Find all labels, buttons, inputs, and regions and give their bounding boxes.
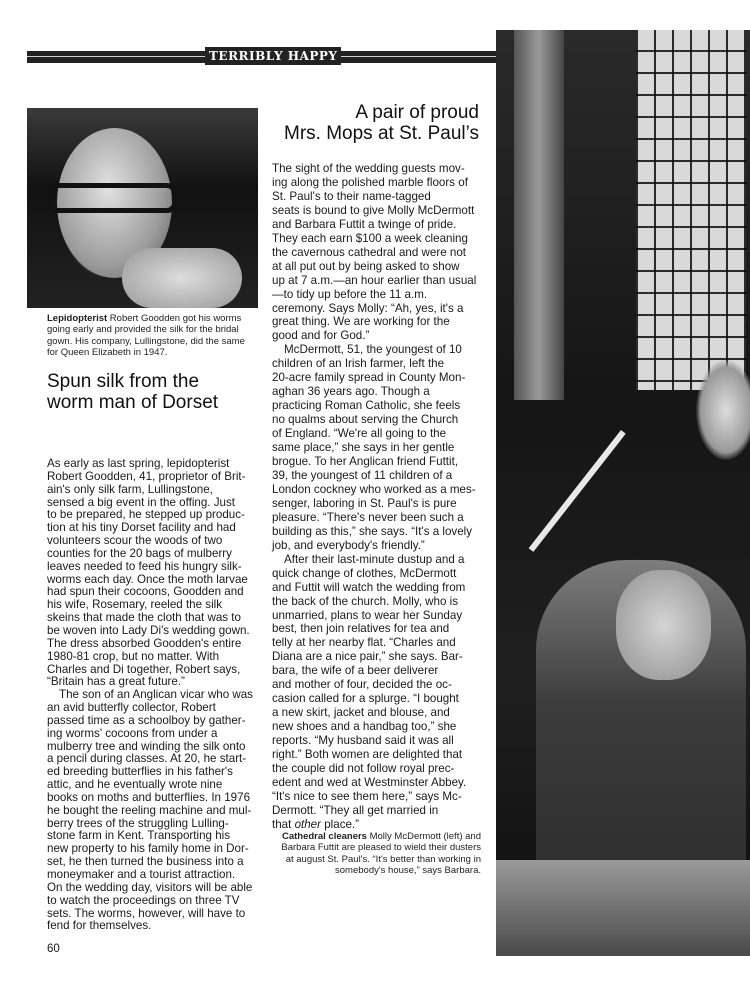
- text-line: 1980-81 crop, but no matter. With: [47, 649, 220, 663]
- text-line: London cockney who worked as a mes-: [272, 482, 476, 496]
- text-line: books on moths and butterflies. In 1976: [47, 790, 251, 804]
- text-line: “Britain has a great future.”: [47, 675, 185, 689]
- text-line: a pencil during classes. At 20, he start-: [47, 752, 247, 766]
- caption-lead: Lepidopterist: [47, 313, 108, 324]
- text-line: attic, and he eventually wrote nine: [47, 778, 223, 792]
- text-line: The son of an Anglican vicar who was: [59, 688, 253, 702]
- text-line: telly at her nearby flat. “Charles and: [272, 636, 456, 650]
- text-line: seats is bound to give Molly McDermott: [272, 203, 475, 217]
- text-line: his wife, Rosemary, reeled the silk: [47, 598, 223, 612]
- text-line: the couple did not follow royal prec-: [272, 761, 455, 775]
- text-line: ain's only silk farm, Lullingstone,: [47, 482, 213, 496]
- text-line: sets. The worms, however, will have to: [47, 906, 246, 920]
- page-number: 60: [47, 943, 60, 955]
- text-line: After their last-minute dustup and a: [284, 552, 465, 566]
- text-line: practicing Roman Catholic, she feels: [272, 399, 461, 413]
- text-line: Robert Goodden, 41, proprietor of Brit-: [47, 469, 246, 483]
- text-line: —to tidy up before the 11 a.m.: [272, 287, 428, 301]
- text-line: 20-acre family spread in County Mon-: [272, 371, 466, 385]
- text-line: he bought the reeling machine and mul-: [47, 803, 252, 817]
- text-line: same place,” she says in her gentle: [272, 441, 455, 455]
- text-line: at all put out by being asked to show: [272, 259, 460, 273]
- text-line: sensed a big event in the offing. Just: [47, 495, 235, 509]
- text-line: set, he then turned the business into a: [47, 855, 244, 869]
- section-banner: [27, 51, 497, 63]
- text-line: bara, the wife of a beer deliverer: [272, 664, 439, 678]
- text-line: St. Paul's to their name-tagged: [272, 189, 431, 203]
- text-line: ceremony. Says Molly: “Ah, yes, it's a: [272, 301, 464, 315]
- text-line: job, and everybody's friendly.”: [272, 538, 425, 552]
- text-line: fend for themselves.: [47, 919, 152, 933]
- text-line: moneymaker and a tourist attraction.: [47, 868, 236, 881]
- text-line: stone farm in Kent. Transporting his: [47, 829, 231, 843]
- text-line: casion called for a splurge. “I bought: [272, 692, 459, 706]
- text-line: leaves needed to feed his hungry silk-: [47, 559, 242, 573]
- paragraph: [47, 689, 253, 933]
- photo-cathedral-cleaners: [496, 30, 750, 956]
- text-line: of England. “We're all going to the: [272, 427, 447, 441]
- text-line: and mother of four, decided the oc-: [272, 678, 452, 692]
- text-line: that other place.”: [272, 817, 360, 831]
- text-line: had spun their cocoons, Goodden and: [47, 585, 244, 599]
- right-photo-caption: Cathedral cleaners Molly McDermott (left) and Barbara Futtit are pleased to wield their dusters at august St. Paul's. “It's better than working in somebody's house,” says Barbara.: [281, 831, 481, 876]
- caption-lead: Cathedral cleaners: [281, 831, 367, 842]
- left-photo-caption: Lepidopterist Robert Goodden got his worms going early and provided the silk for the bridal gown. His company, Lullingstone, did the same for Queen Elizabeth in 1947.: [47, 313, 245, 358]
- text-line: right.” Both women are delighted that: [272, 748, 463, 762]
- text-line: The sight of the wedding guests mov-: [272, 162, 465, 175]
- text-line: berry trees of the struggling Lulling-: [47, 816, 229, 830]
- text-line: no qualms about serving the Church: [272, 413, 459, 427]
- text-line: Charles and Di together, Robert says,: [47, 662, 241, 676]
- text-line: an avid butterfly collector, Robert: [47, 701, 216, 715]
- text-line: best, then join relatives for tea and: [272, 622, 450, 636]
- text-line: to be prepared, he stepped up produc-: [47, 508, 245, 522]
- text-line: The dress absorbed Goodden's entire: [47, 636, 242, 650]
- paragraph: [272, 343, 476, 552]
- text-line: On the wedding day, visitors will be able: [47, 880, 253, 894]
- text-line: volunteers scour the woods of two: [47, 534, 223, 548]
- text-line: the cavernous cathedral and were not: [272, 245, 466, 259]
- paragraph: [272, 162, 476, 343]
- text-line: children of an Irish farmer, left the: [272, 357, 445, 371]
- text-line: ed breeding butterflies in his father's: [47, 765, 233, 779]
- paragraph: [272, 553, 476, 832]
- text-line: pleasure. “There's never been such a: [272, 510, 464, 524]
- text-line: mulberry tree and winding the silk onto: [47, 739, 246, 753]
- text-line: a new skirt, jacket and blouse, and: [272, 706, 450, 720]
- text-line: ing along the polished marble floors of: [272, 175, 468, 189]
- text-line: good and for God.”: [272, 329, 370, 343]
- photo-robert-goodden: [27, 108, 258, 308]
- text-line: great thing. We are working for the: [272, 315, 450, 329]
- text-line: Diana are a nice pair,” she says. Bar-: [272, 650, 463, 664]
- text-line: quick change of clothes, McDermott: [272, 566, 457, 580]
- text-line: worms each day. Once the moth larvae: [47, 572, 248, 586]
- text-line: building as this,” she says. “It's a lovely: [272, 524, 473, 538]
- text-line: the back of the church. Molly, who is: [272, 594, 459, 608]
- text-line: counties for the 20 bags of mulberry: [47, 546, 232, 560]
- text-line: 39, the youngest of 11 children of a: [272, 468, 453, 482]
- right-article-body: [272, 162, 476, 832]
- text-line: tion at his tiny Dorset facility and had: [47, 521, 236, 535]
- left-headline: Spun silk from the worm man of Dorset: [47, 371, 219, 413]
- text-line: brogue. To her Anglican friend Futtit,: [272, 455, 459, 469]
- text-line: to watch the proceedings on three TV: [47, 893, 240, 907]
- text-line: unmarried, plans to wear her Sunday: [272, 608, 463, 622]
- text-line: They each earn $100 a week cleaning: [272, 231, 468, 245]
- text-line: reports. “My husband said it was all: [272, 734, 454, 748]
- right-headline: A pair of proud Mrs. Mops at St. Paul’s: [284, 102, 479, 144]
- text-line: McDermott, 51, the youngest of 10: [284, 343, 462, 357]
- text-line: aghan 36 years ago. Though a: [272, 385, 430, 399]
- text-line: “It's nice to see them here,” says Mc-: [272, 789, 462, 803]
- text-line: skeins that made the cloth that was to: [47, 611, 241, 625]
- text-line: passed time as a schoolboy by gather-: [47, 713, 246, 727]
- text-line: Dermott. “They all get married in: [272, 803, 439, 817]
- text-line: senger, laboring in St. Paul's is pure: [272, 496, 457, 510]
- section-title: TERRIBLY HAPPY: [205, 47, 341, 65]
- paragraph: [47, 458, 253, 689]
- text-line: and Barbara Futtit a twinge of pride.: [272, 217, 457, 231]
- text-line: As early as last spring, lepidopterist: [47, 457, 230, 470]
- text-line: be woven into Lady Di's wedding gown.: [47, 623, 250, 637]
- text-line: up at 7 a.m.—an hour earlier than usual: [272, 273, 477, 287]
- emphasis: other: [294, 817, 321, 831]
- text-line: new shoes and a handbag too,” she: [272, 720, 457, 734]
- left-article-body: [47, 458, 253, 933]
- text-line: and Futtit will watch the wedding from: [272, 580, 466, 594]
- text-line: new property to his family home in Dor-: [47, 842, 249, 856]
- text-line: edent and wed at Westminster Abbey.: [272, 775, 467, 789]
- text-line: ing worms' cocoons from under a: [47, 726, 218, 740]
